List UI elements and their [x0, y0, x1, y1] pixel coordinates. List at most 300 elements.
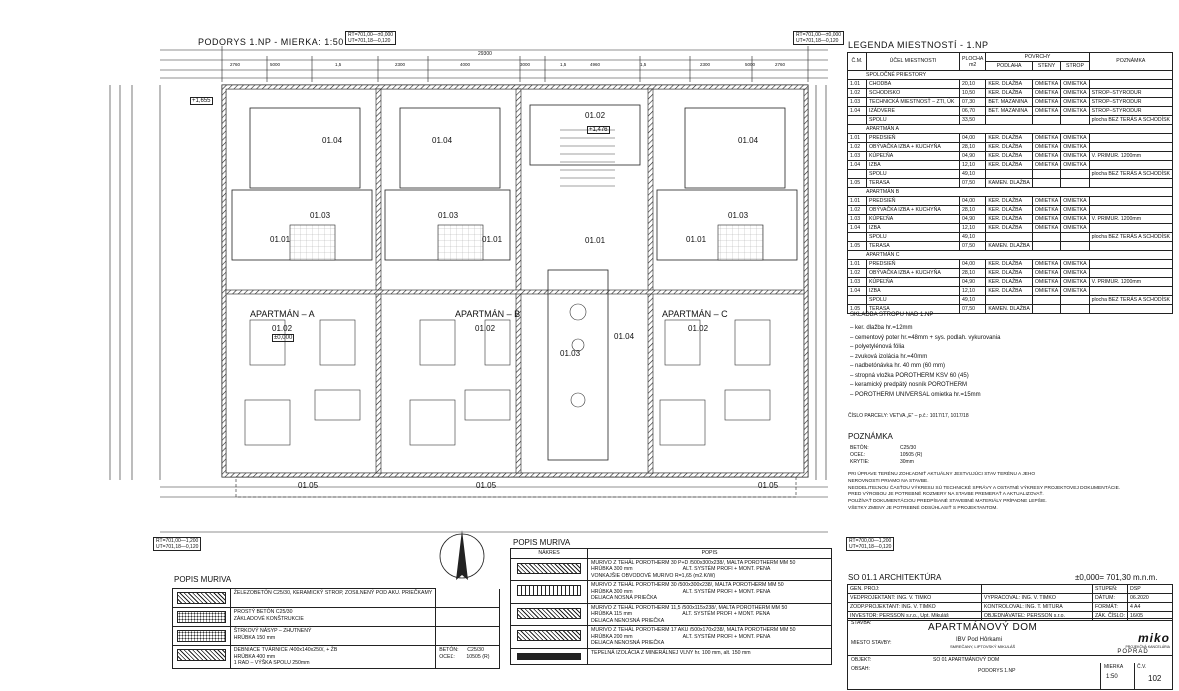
legend-cell-a: 07,50 [960, 179, 986, 188]
spec-value: C25/30 [900, 445, 917, 451]
legend-cell-u: KÚPEĽŇA [867, 278, 960, 287]
legend-cell-a: 10,50 [960, 89, 986, 98]
popis1-spec [436, 627, 500, 646]
legend-cell-s: OMIETKA [1061, 152, 1089, 161]
legend-cell-n [1089, 206, 1172, 215]
legend-cell-u: CHODBA [867, 80, 960, 89]
wall-swatch [517, 653, 581, 660]
legend-section-title: APARTMÁN C [848, 251, 1173, 260]
floor-layer: – zvuková izolácia hr.=40mm [850, 353, 928, 360]
legend-cell-f: KER. DLAŽBA [986, 215, 1033, 224]
material-swatch [177, 611, 226, 623]
floor-layer: – polyetylénová fólia [850, 344, 905, 350]
floor-layer: – POROTHERM UNIVERSAL omietka hr.=15mm [850, 391, 981, 398]
popis1-spec: BETÓN: C25/30 OCEĽ: 10505 (R) [436, 646, 500, 669]
title-block-cell: ZÁK. ČÍSLO: [1093, 612, 1128, 621]
dimension-label: 1,5 [560, 62, 567, 67]
level-text: RT=701,00—±0,000 [796, 32, 842, 38]
legend-cell-s: OMIETKA [1061, 287, 1089, 296]
legend-row [848, 269, 1173, 278]
spec-value: 10505 (R) [900, 452, 923, 458]
note-line: NEROVNOSTI PRIAMO NA STAVBE. [848, 478, 929, 484]
legend-cell-f: KER. DLAŽBA [986, 260, 1033, 269]
title-block-cell: INVESTOR: PERSSON s.r.o., Upt. Mikuláš [848, 612, 982, 621]
floor-layer: – keramický predpätý nosník POROTHERM [850, 382, 968, 388]
legend-cell-n: plocha BEZ TERÁS A SCHODÍSK [1089, 296, 1172, 305]
legend-cell-f: KAMEN. DLAŽBA [986, 305, 1033, 314]
legend-cell-u: TECHNICKÁ MIESTNOSŤ – ZTI, ÚK [867, 98, 960, 107]
room-label: 01.02 [585, 111, 606, 120]
legend-cell-c: 1.01 [848, 197, 867, 206]
title-block-row [848, 585, 1173, 594]
popis2-desc: MURIVO Z TEHÁL POROTHERM 30 /500x300x238/, MALTA POROTHERM MM 50 HRÚBKA 300 mm ALT. SYSTÉM PROFI + MONT. PENA DELIACA NOSNÁ PRIEČKA [588, 581, 832, 604]
popis1-spec [436, 589, 500, 608]
legend-cell-a: 49,10 [960, 233, 986, 242]
legend-row [848, 89, 1173, 98]
base-level: ±0,000= 701,30 m.n.m. [1075, 573, 1158, 582]
legend-cell-u: IZBA [867, 161, 960, 170]
obsah-label: OBSAH: [851, 666, 870, 672]
legend-cell-u: SPOLU [867, 296, 960, 305]
note-title: POZNÁMKA [848, 432, 893, 441]
legend-cell-u: KÚPEĽŇA [867, 152, 960, 161]
legend-head-wall: STENY [1032, 62, 1060, 71]
legend-cell-a: 04,90 [960, 152, 986, 161]
popis1-desc: PROSTÝ BETÓN C25/30 ZÁKLADOVÉ KONŠTRUKCIE [230, 608, 436, 627]
legend-cell-c: 1.01 [848, 260, 867, 269]
title-block-cell: STUPEŇ: [1093, 585, 1128, 594]
floor-layer: – stropná vložka POROTHERM KSV 60 (45) [850, 372, 969, 379]
floor-layer: – ker. dlažba hr.=12mm [850, 325, 913, 331]
room-label: 01.01 [585, 236, 606, 245]
legend-cell-c: 1.02 [848, 143, 867, 152]
legend-cell-w [1032, 179, 1060, 188]
popis2-desc: TEPELNÁ IZOLÁCIA Z MINERÁLNEJ VLNY hr. 100 mm, alt. 150 mm [588, 648, 832, 664]
legend-cell-a: 20,10 [960, 80, 986, 89]
title-block-table [847, 584, 1173, 621]
dimension-label: 2760 [775, 62, 786, 67]
level-tag: +1,655 [192, 98, 211, 104]
legend-row [848, 287, 1173, 296]
legend-cell-w [1032, 296, 1060, 305]
popis2-desc: MURIVO Z TEHÁL POROTHERM 11,5 /500x115x238/, MALTA POROTHERM MM 50 HRÚBKA 115 mm ALT. SYSTÉM PROFI + MONT. PENA DELIACA NENOSNÁ PRIEČKA [588, 603, 832, 626]
site-name: IBV Pod Hôrkami [956, 637, 1003, 643]
legend-cell-n [1089, 80, 1172, 89]
legend-cell-u: IZBA [867, 287, 960, 296]
legend-cell-f: KER. DLAŽBA [986, 224, 1033, 233]
legend-cell-n [1089, 161, 1172, 170]
legend-cell-f: KAMEN. DLAŽBA [986, 242, 1033, 251]
legend-cell-s [1061, 179, 1089, 188]
legend-row [848, 260, 1173, 269]
legend-cell-f: KER. DLAŽBA [986, 134, 1033, 143]
legend-cell-n [1089, 134, 1172, 143]
legend-cell-n [1089, 269, 1172, 278]
dimension-label: 1,5 [335, 62, 342, 67]
note-line: NEODELITEĽNOU ČASŤOU VÝKRESU SÚ TECHNICKÉ SPRÁVY A OSTATNÉ VÝKRESY PROJEKTOVEJ DOKUMENTÁCIE. [848, 485, 1121, 491]
spec-value: 30mm [900, 459, 914, 465]
room-label: 01.03 [728, 211, 749, 220]
dimension-label: 2300 [700, 62, 711, 67]
legend-cell-w: OMIETKA [1032, 197, 1060, 206]
level-tag: ±0,000 [274, 335, 293, 341]
legend-cell-u: PREDSIEŇ [867, 197, 960, 206]
legend-row [848, 179, 1173, 188]
apartment-label-b: APARTMÁN – B [455, 309, 521, 319]
legend-cell-w: OMIETKA [1032, 161, 1060, 170]
legend-cell-c [848, 233, 867, 242]
legend-cell-n: STROP–STYRODUR [1089, 107, 1172, 116]
legend-row [848, 107, 1173, 116]
legend-row [848, 206, 1173, 215]
room-label: 01.05 [298, 481, 319, 490]
legend-cell-c: 1.02 [848, 89, 867, 98]
legend-section-row [848, 125, 1173, 134]
legend-cell-s: OMIETKA [1061, 161, 1089, 170]
room-label: 01.05 [476, 481, 497, 490]
level-text: UT=701,18—0,120 [156, 544, 199, 550]
legend-cell-f: KER. DLAŽBA [986, 80, 1033, 89]
legend-cell-u: SPOLU [867, 233, 960, 242]
room-label: 01.05 [758, 481, 779, 490]
legend-cell-s: OMIETKA [1061, 260, 1089, 269]
room-label: 01.03 [310, 211, 331, 220]
area-unit: m2 [969, 61, 977, 68]
title-block-cell: OBJEDNÁVATEĽ: PERSSON s.r.o. [981, 612, 1092, 621]
legend-head-surfaces: POVRCHY [986, 53, 1089, 62]
note-spec-row [850, 446, 922, 451]
legend-cell-a: 04,90 [960, 215, 986, 224]
level-text: UT=701,18—0,120 [796, 38, 839, 44]
legend-cell-n [1089, 224, 1172, 233]
material-swatch [177, 649, 226, 661]
legend-cell-u: IZÁDVERE [867, 107, 960, 116]
legend-cell-a: 28,10 [960, 269, 986, 278]
popis1-row [173, 627, 500, 646]
legend-cell-a: 06,70 [960, 107, 986, 116]
legend-head-floor: PODLAHA [986, 62, 1033, 71]
legend-cell-f: KER. DLAŽBA [986, 287, 1033, 296]
legend-row [848, 197, 1173, 206]
room-label: 01.02 [688, 324, 709, 333]
legend-cell-w: OMIETKA [1032, 134, 1060, 143]
dimension-label: 4000 [460, 62, 471, 67]
legend-section-title: SPOLOČNÉ PRIESTORY [848, 71, 1173, 80]
legend-row [848, 116, 1173, 125]
miesto-label: MIESTO STAVBY: [851, 640, 892, 646]
room-label: 01.02 [272, 324, 293, 333]
legend-cell-w: OMIETKA [1032, 107, 1060, 116]
legend-cell-c [848, 170, 867, 179]
legend-cell-n [1089, 242, 1172, 251]
title-block-cell: DSP [1128, 585, 1173, 594]
drawing-no: 102 [1148, 674, 1162, 683]
room-label: 01.04 [432, 136, 453, 145]
legend-cell-c: 1.03 [848, 278, 867, 287]
company-logo [1096, 631, 1170, 655]
note-spec [850, 446, 922, 467]
legend-row [848, 278, 1173, 287]
legend-cell-f [986, 296, 1033, 305]
legend-cell-s: OMIETKA [1061, 224, 1089, 233]
room-label: 01.01 [686, 235, 707, 244]
legend-cell-w: OMIETKA [1032, 278, 1060, 287]
legend-title: LEGENDA MIESTNOSTÍ - 1.NP [848, 40, 989, 50]
legend-cell-n: V. PRIMUR. 1200mm [1089, 278, 1172, 287]
scale-label: MIERKA [1104, 664, 1124, 670]
room-label: 01.01 [482, 235, 503, 244]
legend-cell-w [1032, 116, 1060, 125]
legend-row [848, 143, 1173, 152]
legend-cell-u: OBÝVAČKA IZBA + KUCHYŇA [867, 143, 960, 152]
dimension-label: 4960 [590, 62, 601, 67]
spec-key: BETÓN: [850, 445, 869, 451]
dimension-label: 5000 [270, 62, 281, 67]
title-block-cell: KONTROLOVAL: ING. T. MITURA [981, 603, 1092, 612]
parcel-number: ČÍSLO PARCELY: VETVA „E“ – p.č.: 1017/17, 1017/18 [848, 413, 969, 419]
legend-cell-s: OMIETKA [1061, 134, 1089, 143]
legend-section-row [848, 251, 1173, 260]
popis1-desc: ŽELEZOBETÓN C25/30, KERAMICKÝ STROP, ZOSILNENÝ POD AKU. PRIEČKAMY [230, 589, 436, 608]
dim-total: 29300 [478, 51, 492, 57]
legend-cell-w: OMIETKA [1032, 80, 1060, 89]
legend-cell-s: OMIETKA [1061, 206, 1089, 215]
dimension-label: 2300 [395, 62, 406, 67]
title-block-cell: ZODP.PROJEKTANT: ING. V. TIMKO [848, 603, 982, 612]
legend-cell-s: OMIETKA [1061, 278, 1089, 287]
legend-row [848, 161, 1173, 170]
plan-title: PODORYS 1.NP - MIERKA: 1:50 [198, 37, 344, 47]
legend-cell-w: OMIETKA [1032, 143, 1060, 152]
objekt-value: SO 01 APARTMÁNOVÝ DOM [933, 657, 1000, 663]
note-lines [848, 473, 1120, 514]
legend-cell-u: KÚPEĽŇA [867, 215, 960, 224]
note-line: POUŽÍVAŤ DOKUMENTÁCIOU PREDPÍSANÉ STAVEBNÉ MATERIÁLY PRÍPADNE LEPŠIE. [848, 499, 1047, 505]
legend-cell-w [1032, 305, 1060, 314]
section-name: SO 01.1 ARCHITEKTÚRA [848, 573, 942, 582]
legend-row [848, 215, 1173, 224]
floor-comp-title: SKLADBA STROPU NAD 1.NP [850, 312, 934, 318]
legend-head-cm: Č.M. [848, 53, 867, 71]
legend-cell-s [1061, 305, 1089, 314]
popis1-row [173, 608, 500, 627]
legend-cell-f: KER. DLAŽBA [986, 269, 1033, 278]
legend-cell-a: 07,50 [960, 242, 986, 251]
legend-cell-a: 49,10 [960, 170, 986, 179]
legend-cell-n: STROP–STYRODUR [1089, 98, 1172, 107]
level-mark-br [846, 537, 894, 551]
legend-cell-a: 28,10 [960, 206, 986, 215]
note-line: VŠETKY ZMENY JE POTREBNÉ ODSÚHLASIŤ S PROJEKTANTOM. [848, 505, 998, 511]
legend-cell-a: 49,10 [960, 296, 986, 305]
area-label: PLOCHA [962, 55, 984, 62]
title-block-cell: FORMÁT: [1093, 603, 1128, 612]
spec-key: OCEĽ: [850, 452, 866, 458]
legend-cell-w: OMIETKA [1032, 152, 1060, 161]
level-text: RT=701,00—±0,000 [348, 32, 394, 38]
legend-cell-s: OMIETKA [1061, 215, 1089, 224]
legend-cell-c: 1.02 [848, 206, 867, 215]
popis1-desc: ŠTRKOVÝ NÁSYP – ZHUTNENÝ HRÚBKA 150 mm [230, 627, 436, 646]
wall-swatch [517, 608, 581, 619]
legend-cell-f: KER. DLAŽBA [986, 89, 1033, 98]
legend-row [848, 233, 1173, 242]
legend-cell-u: TERASA [867, 179, 960, 188]
level-text: RT=700,00—1,200 [849, 538, 892, 544]
legend-cell-u: SPOLU [867, 116, 960, 125]
legend-cell-s: OMIETKA [1061, 98, 1089, 107]
floor-layer: – nadbetónávka hr. 40 mm (60 mm) [850, 363, 946, 369]
legend-cell-c: 1.03 [848, 98, 867, 107]
legend-cell-a: 04,00 [960, 197, 986, 206]
legend-cell-s: OMIETKA [1061, 89, 1089, 98]
legend-row [848, 242, 1173, 251]
legend-cell-w [1032, 242, 1060, 251]
legend-row [848, 170, 1173, 179]
floor-comp-list [850, 325, 1000, 401]
legend-head-ceiling: STROP [1061, 62, 1089, 71]
legend-cell-w: OMIETKA [1032, 98, 1060, 107]
apartment-label-a: APARTMÁN – A [250, 309, 315, 319]
logo-city: POPRAD [1117, 649, 1149, 655]
wall-swatch [517, 563, 581, 574]
legend-cell-n [1089, 197, 1172, 206]
legend-cell-a: 07,50 [960, 305, 986, 314]
legend-cell-w: OMIETKA [1032, 260, 1060, 269]
room-label: 01.03 [560, 349, 581, 358]
note-line: PRI ÚPRAVE TERÉNU ZOHĽADNIŤ AKTUÁLNY JESTVUJÚCI STAV TERÉNU A JEHO [848, 472, 1036, 477]
popis1-row [173, 589, 500, 608]
legend-cell-c [848, 116, 867, 125]
popis2-head-desc: POPIS [588, 549, 832, 559]
title-block-row [848, 594, 1173, 603]
legend-cell-n: V. PRIMUR. 1200mm [1089, 152, 1172, 161]
popis2-desc: MURIVO Z TEHÁL POROTHERM 30 P+D /500x300x238/, MALTA POROTHERM MM 50 HRÚBKA 300 mm ALT. SYSTÉM PROFI + MONT. PENA VONKAJŠIE OBVODOVÉ MURIVO R=1,65 (m2.K/W) [588, 558, 832, 581]
room-label: 01.04 [738, 136, 759, 145]
popis2-row [511, 558, 832, 581]
legend-section-row [848, 188, 1173, 197]
legend-cell-u: SPOLU [867, 170, 960, 179]
room-label: 01.02 [475, 324, 496, 333]
legend-cell-w: OMIETKA [1032, 215, 1060, 224]
legend-cell-c: 1.05 [848, 179, 867, 188]
legend-cell-a: 33,50 [960, 116, 986, 125]
legend-cell-n [1089, 287, 1172, 296]
level-tag: +1,476 [589, 127, 608, 133]
note-spec-row [850, 453, 922, 458]
title-block-cell: DÁTUM: [1093, 594, 1128, 603]
legend-cell-u: SCHODISKO [867, 89, 960, 98]
legend-cell-a: 12,10 [960, 287, 986, 296]
legend-cell-c: 1.04 [848, 224, 867, 233]
legend-head-note: POZNÁMKA [1089, 53, 1172, 71]
legend-cell-f: KAMEN. DLAŽBA [986, 179, 1033, 188]
title-block-cell [981, 585, 1092, 594]
legend-cell-w: OMIETKA [1032, 89, 1060, 98]
legend-cell-f: KER. DLAŽBA [986, 197, 1033, 206]
legend-cell-n: plocha BEZ TERÁS A SCHODÍSK [1089, 170, 1172, 179]
level-text: UT=701,18—0,120 [849, 544, 892, 550]
scale-value: 1:50 [1106, 674, 1118, 680]
legend-cell-w: OMIETKA [1032, 206, 1060, 215]
legend-cell-w [1032, 170, 1060, 179]
legend-head-area [960, 53, 986, 71]
legend-cell-u: OBÝVAČKA IZBA + KUCHYŇA [867, 206, 960, 215]
legend-cell-s: OMIETKA [1061, 107, 1089, 116]
legend-row [848, 296, 1173, 305]
popis1-row [173, 646, 500, 669]
legend-cell-u: PREDSIEŇ [867, 260, 960, 269]
legend-cell-a: 04,00 [960, 260, 986, 269]
legend-head-use: ÚČEL MIESTNOSTI [867, 53, 960, 71]
legend-cell-c: 1.05 [848, 242, 867, 251]
legend-cell-f [986, 116, 1033, 125]
legend-cell-s: OMIETKA [1061, 269, 1089, 278]
legend-cell-a: 07,30 [960, 98, 986, 107]
legend-section-title: APARTMÁN B [848, 188, 1173, 197]
legend-row [848, 152, 1173, 161]
site-location: SMREČANY, LIPTOVSKÝ MIKULÁŠ [950, 644, 1016, 649]
title-block-cell: VYPRACOVAL: ING. V. TIMKO [981, 594, 1092, 603]
legend-row [848, 80, 1173, 89]
material-swatch [177, 592, 226, 604]
wall-swatch [517, 630, 581, 641]
legend-cell-n: V. PRIMUR. 1200mm [1089, 215, 1172, 224]
legend-cell-u: PREDSIEŇ [867, 134, 960, 143]
note-line: PRED VÝROBOU JE POTREBNÉ ROZMERY NA STAVBE PREMERAŤ A AKTUALIZOVAŤ. [848, 492, 1044, 498]
popis2-table [510, 548, 832, 665]
obsah-value: PODORYS 1.NP [978, 668, 1016, 674]
dimension-label: 2760 [230, 62, 241, 67]
legend-cell-n: STROP–STYRODUR [1089, 89, 1172, 98]
legend-section-title: APARTMÁN A [848, 125, 1173, 134]
legend-row [848, 224, 1173, 233]
popis2-title: POPIS MURIVA [513, 538, 571, 547]
legend-cell-a: 28,10 [960, 143, 986, 152]
dimension-label: 3000 [520, 62, 531, 67]
title-block-cell: VEDPROJEKTANT: ING. V. TIMKO [848, 594, 982, 603]
legend-row [848, 134, 1173, 143]
legend-cell-n [1089, 143, 1172, 152]
room-label: 01.03 [438, 211, 459, 220]
legend-cell-u: OBÝVAČKA IZBA + KUCHYŇA [867, 269, 960, 278]
dimension-label: 1,5 [640, 62, 647, 67]
legend-cell-a: 12,10 [960, 161, 986, 170]
title-block-cell: 4 A4 [1128, 603, 1173, 612]
level-text: UT=701,18—0,120 [348, 38, 391, 44]
legend-cell-c: 1.01 [848, 134, 867, 143]
legend-cell-c: 1.03 [848, 215, 867, 224]
legend-row [848, 98, 1173, 107]
legend-cell-n: plocha BEZ TERÁS A SCHODÍSK [1089, 116, 1172, 125]
legend-cell-n: plocha BEZ TERÁS A SCHODÍSK [1089, 233, 1172, 242]
note-spec-row [850, 460, 922, 465]
legend-cell-s: OMIETKA [1061, 80, 1089, 89]
legend-cell-f: KER. DLAŽBA [986, 143, 1033, 152]
legend-cell-u: TERASA [867, 305, 960, 314]
legend-cell-c: 1.01 [848, 80, 867, 89]
legend-cell-f: KER. DLAŽBA [986, 278, 1033, 287]
title-block-cell: 06.2020 [1128, 594, 1173, 603]
legend-cell-a: 04,00 [960, 134, 986, 143]
title-block-cell: GEN. PROJ: [848, 585, 982, 594]
popis1-title: POPIS MURIVA [174, 575, 232, 584]
level-text: RT=701,00—1,200 [156, 538, 199, 544]
legend-cell-n [1089, 179, 1172, 188]
popis2-row [511, 581, 832, 604]
room-label: 01.04 [322, 136, 343, 145]
legend-cell-f [986, 170, 1033, 179]
